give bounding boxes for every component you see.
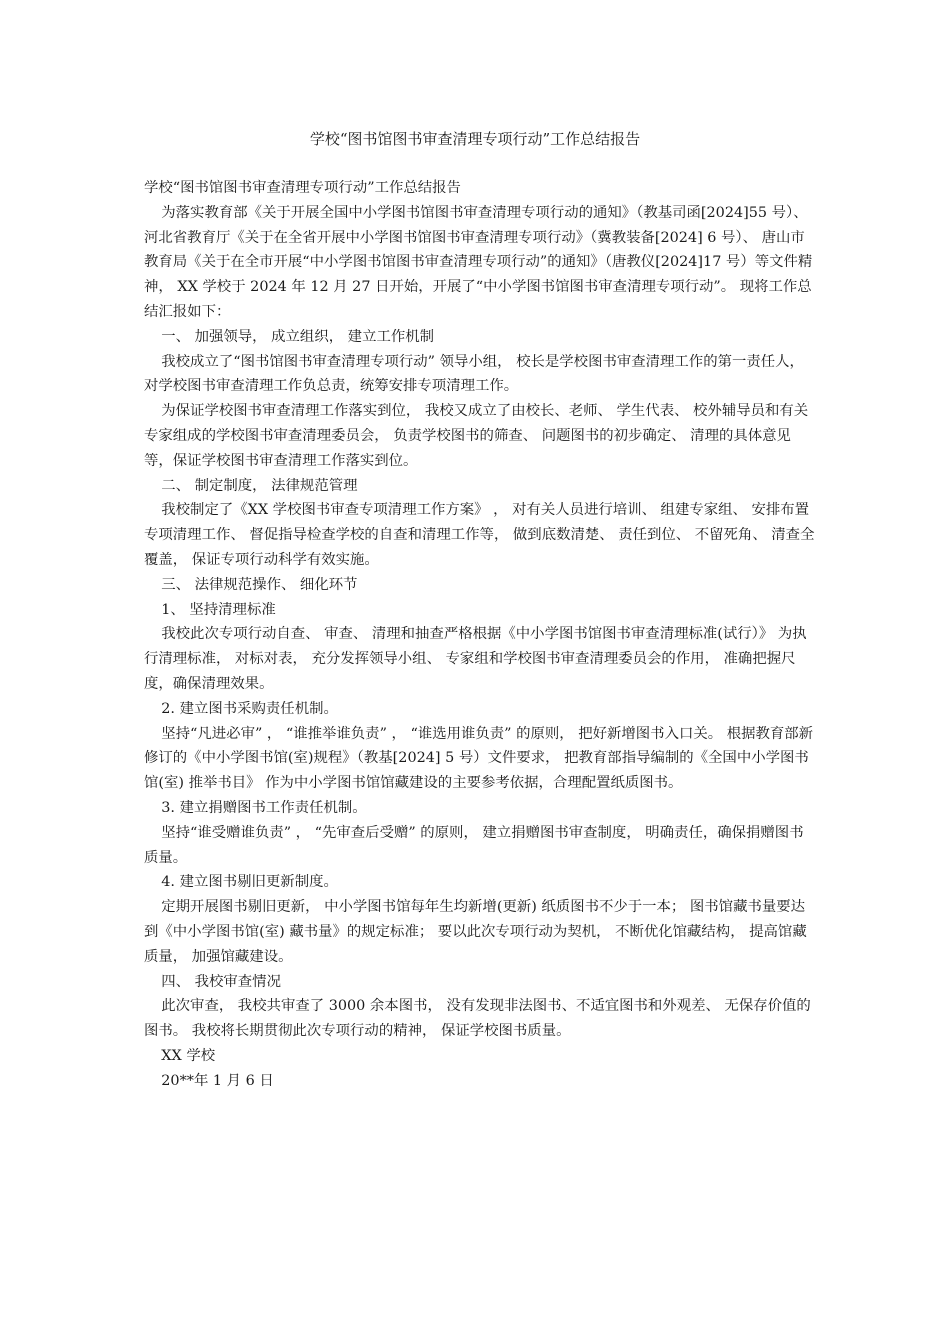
- subsection-3-4-paragraph: 定期开展图书剔旧更新， 中小学图书馆每年生均新增(更新) 纸质图书不少于一本； 图书馆藏书量要达到《中小学图书馆(室) 藏书量》的规定标准； 要以此次专项行动为契机， 不断优化馆藏结构， 提高馆藏质量， 加强馆藏建设。: [144, 899, 807, 965]
- subsection-3-3-heading: 3. 建立捐赠图书工作责任机制。: [161, 799, 367, 816]
- signature: XX 学校: [161, 1047, 216, 1064]
- document-title: 学校“图书馆图书审查清理专项行动”工作总结报告: [309, 130, 641, 148]
- document-subtitle: 学校“图书馆图书审查清理专项行动”工作总结报告: [144, 180, 461, 196]
- section-2-paragraph: 我校制定了《XX 学校图书审查专项清理工作方案》 ， 对有关人员进行培训、 组建专家组、 安排布置专项清理工作、 督促指导检查学校的自查和清理工作等， 做到底数清楚、 责任到位、 不留死角、 清查全覆盖， 保证专项行动科学有效实施。: [144, 502, 815, 568]
- section-3-heading: 三、 法律规范操作、 细化环节: [161, 576, 358, 593]
- section-4-paragraph: 此次审查， 我校共审查了 3000 余本图书， 没有发现非法图书、不适宜图书和外观差、 无保存价值的图书。 我校将长期贯彻此次专项行动的精神， 保证学校图书质量。: [144, 998, 811, 1040]
- section-2-heading: 二、 制定制度， 法律规范管理: [161, 477, 358, 494]
- subsection-3-1-heading: 1、 坚持清理标准: [161, 601, 276, 618]
- subsection-3-4-heading: 4. 建立图书剔旧更新制度。: [161, 874, 338, 891]
- subsection-3-1-paragraph: 我校此次专项行动自查、 审查、 清理和抽查严格根据《中小学图书馆图书审查清理标准(试行）》 为执行清理标准， 对标对表， 充分发挥领导小组、 专家组和学校图书审查清理委员会的作用， 准确把握尺度，确保清理效果。: [144, 626, 807, 692]
- date: 20**年 1 月 6 日: [161, 1072, 274, 1089]
- subsection-3-2-paragraph: 坚持“凡进必审” ， “谁推举谁负责” ， “谁选用谁负责” 的原则， 把好新增图书入口关。 根据教育部新修订的《中小学图书馆(室)规程》（教基[2024] 5 号）文件要求， 把教育部指导编制的《全国中小学图书馆(室) 推举书目》 作为中小学图书馆馆藏建设的主要参考依据，合理配置纸质图书。: [144, 725, 814, 792]
- subsection-3-3-paragraph: 坚持“谁受赠谁负责” ， “先审查后受赠” 的原则， 建立捐赠图书审查制度， 明确责任，确保捐赠图书质量。: [144, 824, 804, 866]
- subsection-3-2-heading: 2. 建立图书采购责任机制。: [161, 700, 338, 717]
- section-1-heading: 一、 加强领导， 成立组织， 建立工作机制: [161, 328, 435, 345]
- document-body: [144, 176, 816, 1093]
- section-1-paragraph-2: 为保证学校图书审查清理工作落实到位， 我校又成立了由校长、老师、 学生代表、 校外辅导员和有关专家组成的学校图书审查清理委员会， 负责学校图书的筛查、 问题图书的初步确定、 清理的具体意见等，保证学校图书审查清理工作落实到位。: [144, 403, 809, 469]
- section-1-paragraph-1: 我校成立了“图书馆图书审查清理专项行动” 领导小组， 校长是学校图书审查清理工作的第一责任人， 对学校图书审查清理工作负总责，统筹安排专项清理工作。: [144, 353, 804, 395]
- section-4-heading: 四、 我校审查情况: [161, 973, 281, 990]
- intro-paragraph: 为落实教育部《关于开展全国中小学图书馆图书审查清理专项行动的通知》（教基司函[2024]55 号）、 河北省教育厅《关于在全省开展中小学图书馆图书审查清理专项行动》（冀教装备[2024] 6 号）、 唐山市教育局《关于在全市开展“中小学图书馆图书审查清理专项行动”的通知》（唐教仪[2024]17 号）等文件精神， XX 学校于 2024 年 12 月 27 日开始，开展了“中小学图书馆图书审查清理专项行动”。 现将工作总结汇报如下：: [144, 204, 813, 320]
